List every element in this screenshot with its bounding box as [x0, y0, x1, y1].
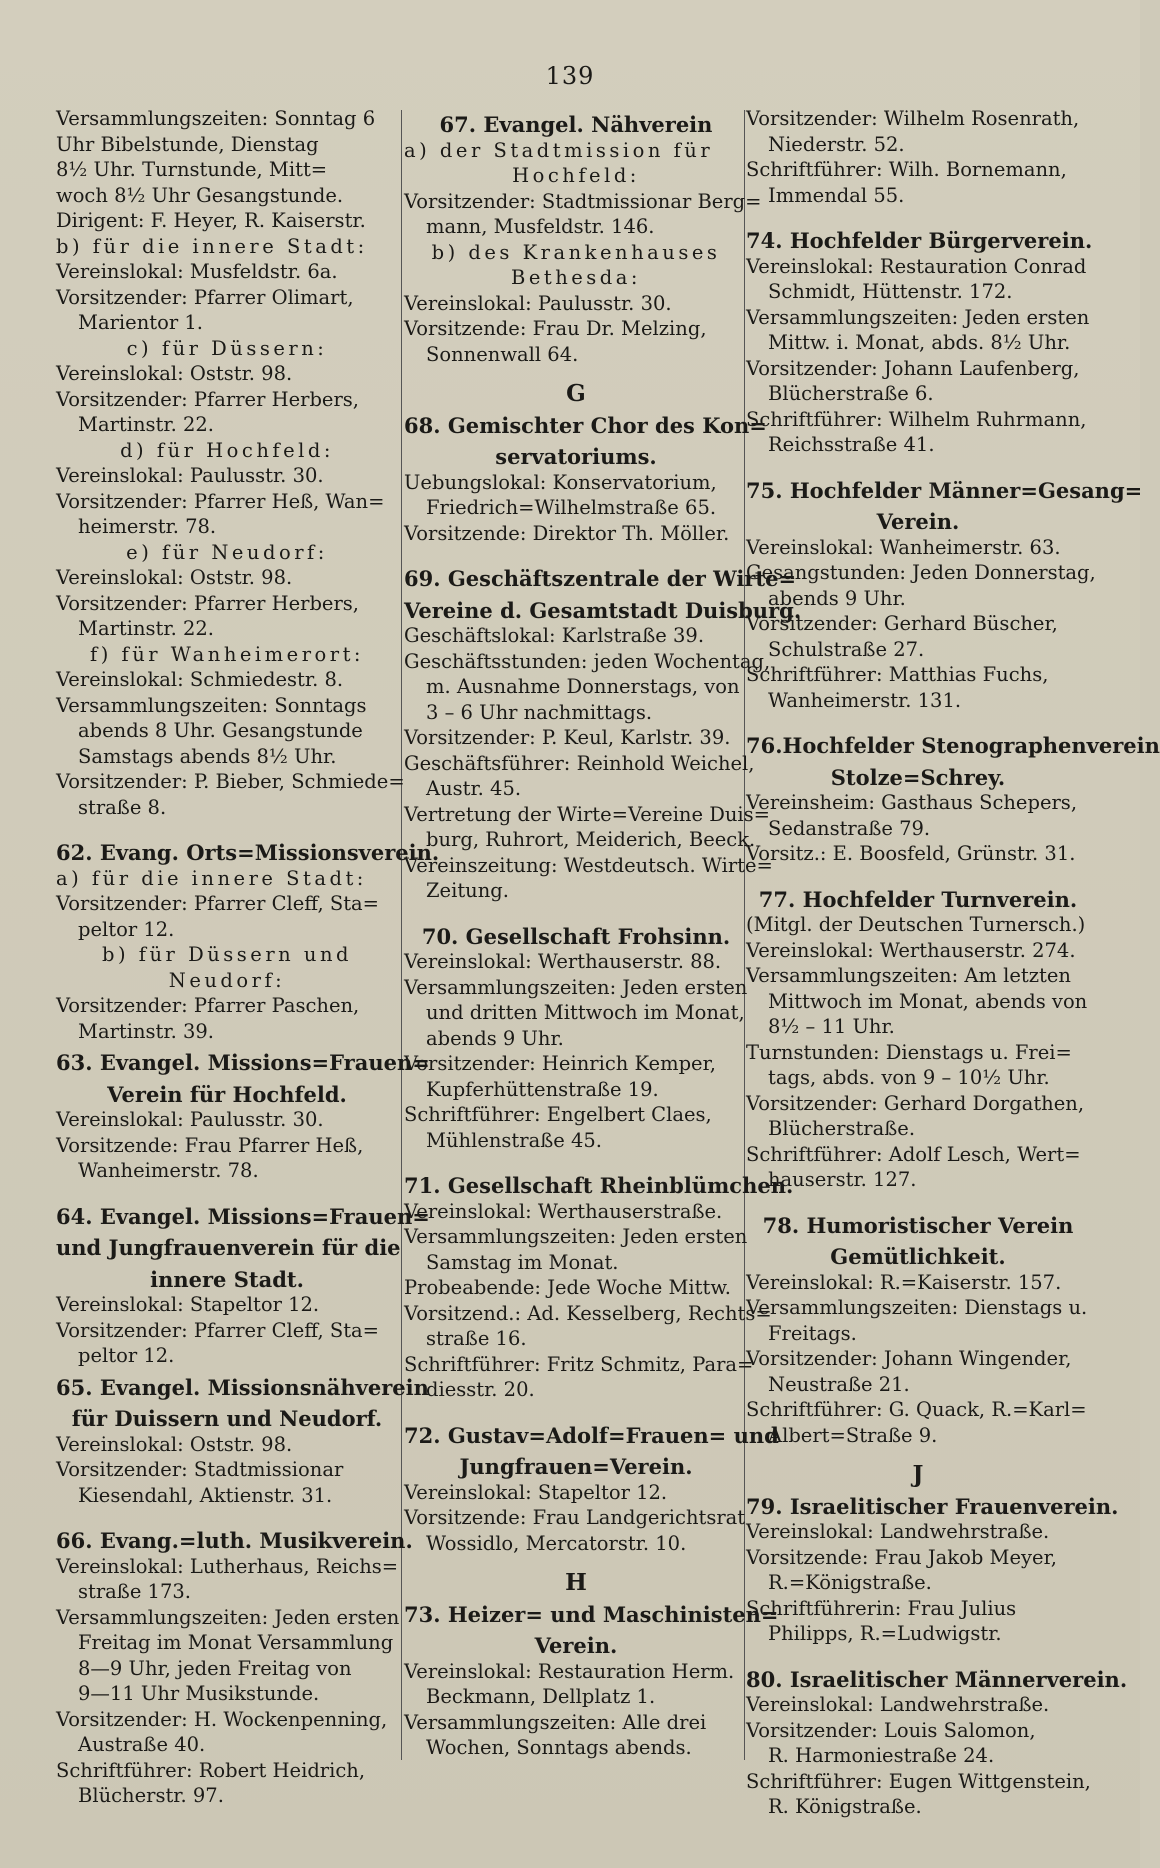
entry-heading: 70. Gesellschaft Frohsinn.: [421, 923, 731, 949]
entry-line: Schmidt, Hüttenstr. 172.: [768, 280, 1013, 303]
entry-line: Vereinslokal: Paulusstr. 30.: [404, 291, 672, 315]
entry-line: Neudorf:: [168, 968, 286, 992]
entry-line: f) für Wanheimerort:: [89, 642, 364, 666]
entry-heading: H: [565, 1569, 587, 1596]
spacer: [56, 1184, 398, 1198]
entry-line: Vereinslokal: Landwehrstraße.: [746, 1520, 1050, 1543]
entry-line: Vereinslokal: Stapeltor 12.: [56, 1293, 320, 1316]
entry-heading: 63. Evangel. Missions=Frauen=: [56, 1050, 430, 1075]
entry-line: Vorsitzender: P. Bieber, Schmiede=: [56, 770, 405, 793]
entry-line: Versammlungszeiten: Dienstags u.: [746, 1296, 1088, 1319]
entry-line: a) für die innere Stadt:: [56, 866, 367, 890]
entry-line: R. Königstraße.: [768, 1795, 922, 1818]
entry-heading: 66. Evang.=luth. Musikverein.: [56, 1528, 413, 1553]
entry-line: Mittw. i. Monat, abds. 8½ Uhr.: [768, 331, 1071, 354]
entry-line: Schriftführer: Matthias Fuchs,: [746, 663, 1049, 686]
entry-line: Geschäftsführer: Reinhold Weichel,: [404, 751, 755, 775]
entry-line: Vereinslokal: Oststr. 98.: [56, 1432, 293, 1456]
entry-line: Vorsitzender: Pfarrer Herbers,: [56, 591, 360, 615]
entry-line: Kiesendahl, Aktienstr. 31.: [78, 1483, 333, 1507]
spacer: [404, 546, 748, 560]
entry-line: Dirigent: F. Heyer, R. Kaiserstr.: [56, 209, 366, 232]
spacer: [404, 1556, 748, 1570]
entry-line: Schriftführer: G. Quack, R.=Karl=: [746, 1398, 1087, 1421]
entry-heading: innere Stadt.: [150, 1266, 304, 1292]
entry-line: 8—9 Uhr, jeden Freitag von: [78, 1656, 352, 1680]
entry-line: Bethesda:: [511, 266, 641, 289]
entry-heading: 64. Evangel. Missions=Frauen=: [56, 1203, 430, 1229]
entry-line: Marientor 1.: [78, 311, 203, 334]
entry-line: Vereinslokal: Stapeltor 12.: [404, 1480, 668, 1504]
entry-line: Vereinslokal: Werthauserstraße.: [404, 1199, 723, 1223]
entry-line: 8½ Uhr. Turnstunde, Mitt=: [56, 158, 328, 181]
entry-line: Wochen, Sonntags abends.: [426, 1736, 692, 1759]
entry-line: Vereinslokal: Restauration Conrad: [746, 254, 1087, 278]
entry-heading: 71. Gesellschaft Rheinblümchen.: [404, 1173, 794, 1198]
entry-line: Hochfeld:: [512, 164, 640, 187]
entry-line: R. Harmoniestraße 24.: [768, 1744, 995, 1767]
entry-line: Blücherstraße 6.: [768, 382, 934, 405]
entry-line: straße 8.: [78, 795, 167, 819]
entry-line: Wanheimerstr. 78.: [78, 1159, 259, 1182]
entry-line: Wossidlo, Mercatorstr. 10.: [426, 1531, 687, 1555]
entry-line: 3 – 6 Uhr nachmittags.: [426, 700, 653, 724]
entry-line: Schriftführer: Wilhelm Ruhrmann,: [746, 407, 1087, 431]
spacer: [404, 904, 748, 918]
entry-heading: und Jungfrauenverein für die: [56, 1235, 401, 1260]
entry-line: Geschäftsstunden: jeden Wochentag,: [404, 649, 771, 673]
entry-line: Mühlenstraße 45.: [426, 1128, 602, 1152]
entry-line: Versammlungszeiten: Sonntags: [56, 693, 367, 717]
entry-line: Vorsitzende: Frau Landgerichtsrat: [404, 1506, 746, 1529]
entry-line: Schriftführer: Eugen Wittgenstein,: [746, 1769, 1091, 1793]
entry-line: Versammlungszeiten: Jeden ersten: [404, 1225, 748, 1248]
entry-line: Albert=Straße 9.: [768, 1423, 938, 1447]
entry-line: woch 8½ Uhr Gesangstunde.: [56, 183, 344, 207]
page-number: 139: [545, 62, 595, 90]
entry-heading: 80. Israelitischer Männerverein.: [746, 1666, 1128, 1692]
entry-line: Reichsstraße 41.: [768, 433, 935, 456]
entry-heading: 78. Humoristischer Verein: [762, 1212, 1074, 1238]
spacer: [746, 867, 1090, 881]
entry-line: c) für Düssern:: [126, 336, 328, 360]
entry-line: Schriftführerin: Frau Julius: [746, 1596, 1017, 1620]
entry-line: Vereinslokal: Musfeldstr. 6a.: [56, 260, 338, 283]
entry-line: Martinstr. 39.: [78, 1019, 214, 1043]
column-middle: [404, 106, 802, 1761]
entry-line: Schulstraße 27.: [768, 637, 925, 661]
entry-line: R.=Königstraße.: [768, 1571, 932, 1594]
entry-line: Vorsitzender: Pfarrer Cleff, Sta=: [56, 892, 379, 915]
entry-line: Vorsitzender: Gerhard Dorgathen,: [746, 1091, 1085, 1115]
entry-line: peltor 12.: [78, 1344, 175, 1367]
entry-line: Schriftführer: Fritz Schmitz, Para=: [404, 1352, 754, 1376]
entry-heading: 65. Evangel. Missionsnähverein: [56, 1374, 429, 1400]
entry-line: Vorsitzende: Frau Pfarrer Heß,: [56, 1133, 364, 1157]
entry-line: Versammlungszeiten: Jeden ersten: [56, 1605, 400, 1629]
entry-line: Blücherstr. 97.: [78, 1784, 224, 1807]
entry-line: b) des Krankenhauses: [431, 240, 721, 264]
entry-line: Vorsitz.: E. Boosfeld, Grünstr. 31.: [746, 842, 1076, 865]
entry-line: Versammlungszeiten: Sonntag 6: [56, 107, 376, 130]
entry-line: Uhr Bibelstunde, Dienstag: [56, 132, 319, 156]
entry-line: Vereinslokal: Lutherhaus, Reichs=: [56, 1554, 399, 1578]
entry-line: heimerstr. 78.: [78, 515, 217, 538]
entry-line: Immendal 55.: [768, 183, 905, 207]
entry-heading: servatoriums.: [495, 444, 657, 469]
entry-line: Vereinslokal: Restauration Herm.: [404, 1659, 735, 1683]
entry-line: Schriftführer: Engelbert Claes,: [404, 1103, 712, 1126]
entry-line: Wanheimerstr. 131.: [768, 688, 962, 712]
entry-line: Vertretung der Wirte=Vereine Duis=: [404, 802, 771, 826]
entry-line: Vorsitzender: Gerhard Büscher,: [746, 612, 1058, 635]
entry-line: Mittwoch im Monat, abends von: [768, 989, 1088, 1013]
spacer: [404, 1403, 748, 1417]
entry-line: Freitag im Monat Versammlung: [78, 1631, 394, 1654]
entry-heading: 76.Hochfelder Stenographenverein: [746, 733, 1160, 758]
entry-line: Vereinslokal: Landwehrstraße.: [746, 1693, 1050, 1716]
entry-heading: 62. Evang. Orts=Missionsverein.: [56, 840, 440, 865]
entry-line: abends 9 Uhr.: [768, 586, 906, 610]
entry-line: Vorsitzender: Pfarrer Cleff, Sta=: [56, 1318, 379, 1342]
entry-line: Geschäftslokal: Karlstraße 39.: [404, 624, 705, 647]
entry-heading: 68. Gemischter Chor des Kon=: [404, 412, 767, 438]
entry-line: Samstags abends 8½ Uhr.: [78, 744, 337, 768]
entry-line: Beckmann, Dellplatz 1.: [426, 1685, 656, 1708]
entry-line: Vorsitzender: Pfarrer Paschen,: [56, 994, 360, 1017]
entry-line: Uebungslokal: Konservatorium,: [404, 470, 717, 494]
entry-line: Vorsitzender: Stadtmissionar: [56, 1458, 344, 1481]
entry-line: Schriftführer: Adolf Lesch, Wert=: [746, 1142, 1081, 1166]
entry-line: Vorsitzender: Pfarrer Heß, Wan=: [56, 489, 385, 513]
spacer: [746, 208, 1090, 222]
entry-heading: 77. Hochfelder Turnverein.: [758, 886, 1078, 912]
column-rule: [401, 110, 402, 1760]
entry-heading: Verein.: [534, 1633, 618, 1658]
entry-line: abends 8 Uhr. Gesangstunde: [78, 719, 363, 742]
column-left: [56, 106, 440, 1809]
entry-line: Sedanstraße 79.: [768, 816, 931, 840]
entry-heading: 73. Heizer= und Maschinisten=: [404, 1601, 779, 1627]
entry-line: Versammlungszeiten: Jeden ersten: [746, 305, 1090, 329]
entry-line: Niederstr. 52.: [768, 132, 905, 156]
entry-line: (Mitgl. der Deutschen Turnersch.): [746, 913, 1086, 936]
entry-line: Vorsitzende: Direktor Th. Möller.: [404, 521, 730, 545]
entry-line: tags, abds. von 9 – 10½ Uhr.: [768, 1066, 1050, 1089]
entry-line: Vereinslokal: Schmiedestr. 8.: [56, 668, 344, 691]
entry-line: 9—11 Uhr Musikstunde.: [78, 1682, 320, 1705]
entry-line: Vorsitzende: Frau Dr. Melzing,: [404, 317, 707, 340]
entry-line: Schriftführer: Robert Heidrich,: [56, 1758, 366, 1782]
spacer: [746, 1448, 1090, 1462]
entry-line: b) für Düssern und: [101, 943, 352, 966]
entry-heading: Verein für Hochfeld.: [107, 1081, 347, 1107]
entry-line: Vorsitzender: Pfarrer Olimart,: [56, 285, 354, 309]
entry-line: Martinstr. 22.: [78, 413, 214, 436]
entry-line: Martinstr. 22.: [78, 617, 214, 640]
entry-line: Vereinslokal: Paulusstr. 30.: [56, 464, 324, 487]
entry-heading: für Duissern und Neudorf.: [71, 1406, 383, 1431]
entry-line: Versammlungszeiten: Am letzten: [746, 964, 1071, 987]
entry-heading: 69. Geschäftszentrale der Wirte=: [404, 566, 797, 591]
entry-line: Austr. 45.: [426, 777, 522, 800]
entry-heading: 67. Evangel. Nähverein: [439, 112, 713, 137]
spacer: [56, 820, 398, 834]
entry-line: e) für Neudorf:: [126, 540, 328, 564]
entry-line: Turnstunden: Dienstags u. Frei=: [746, 1040, 1072, 1064]
column-right: [746, 106, 1160, 1820]
entry-line: Vorsitzender: Johann Wingender,: [746, 1347, 1072, 1370]
entry-heading: Gemütlichkeit.: [830, 1244, 1006, 1269]
entry-line: peltor 12.: [78, 917, 175, 941]
entry-line: Vereinslokal: R.=Kaiserstr. 157.: [746, 1270, 1062, 1294]
entry-heading: Vereine d. Gesamtstadt Duisburg.: [404, 597, 802, 623]
entry-line: Kupferhüttenstraße 19.: [426, 1077, 659, 1101]
entry-line: d) für Hochfeld:: [120, 438, 334, 462]
entry-line: Vereinszeitung: Westdeutsch. Wirte=: [404, 853, 773, 877]
spacer: [746, 458, 1090, 472]
entry-line: Vereinslokal: Paulusstr. 30.: [56, 1108, 324, 1131]
spacer: [404, 367, 748, 381]
entry-line: Vorsitzender: Wilhelm Rosenrath,: [746, 107, 1080, 130]
entry-line: b) für die innere Stadt:: [56, 234, 368, 258]
entry-line: straße 16.: [426, 1327, 527, 1350]
entry-line: Schriftführer: Wilh. Bornemann,: [746, 158, 1067, 181]
entry-line: a) der Stadtmission für: [404, 138, 714, 162]
entry-line: Vorsitzende: Frau Jakob Meyer,: [746, 1545, 1057, 1569]
spacer: [746, 1193, 1090, 1207]
entry-heading: 72. Gustav=Adolf=Frauen= und: [404, 1422, 779, 1448]
entry-line: straße 173.: [78, 1580, 191, 1603]
entry-heading: Stolze=Schrey.: [830, 764, 1006, 790]
entry-heading: 79. Israelitischer Frauenverein.: [746, 1493, 1119, 1519]
entry-line: Vorsitzend.: Ad. Kesselberg, Rechts=: [404, 1301, 772, 1325]
entry-line: abends 9 Uhr.: [426, 1026, 564, 1050]
entry-line: Vereinsheim: Gasthaus Schepers,: [746, 791, 1078, 814]
entry-line: Vorsitzender: Stadtmissionar Berg=: [404, 189, 762, 213]
entry-line: 8½ – 11 Uhr.: [768, 1015, 895, 1038]
entry-heading: 75. Hochfelder Männer=Gesang=: [746, 477, 1143, 503]
entry-line: Gesangstunden: Jeden Donnerstag,: [746, 561, 1096, 584]
entry-line: burg, Ruhrort, Meiderich, Beeck.: [426, 828, 756, 851]
entry-line: Vorsitzender: P. Keul, Karlstr. 39.: [404, 726, 731, 749]
spacer: [56, 1508, 398, 1522]
entry-heading: G: [566, 380, 586, 407]
entry-line: Vorsitzender: H. Wockenpenning,: [56, 1707, 388, 1731]
entry-line: Vorsitzender: Louis Salomon,: [746, 1718, 1036, 1742]
entry-line: Vereinslokal: Oststr. 98.: [56, 362, 293, 385]
entry-line: Vereinslokal: Werthauserstr. 88.: [404, 950, 722, 973]
entry-heading: Jungfrauen=Verein.: [459, 1454, 693, 1479]
entry-line: Austraße 40.: [78, 1733, 206, 1756]
entry-line: Friedrich=Wilhelmstraße 65.: [426, 496, 717, 519]
spacer: [404, 1153, 748, 1167]
entry-line: Vereinslokal: Wanheimerstr. 63.: [746, 535, 1061, 559]
entry-line: Zeitung.: [426, 879, 509, 902]
entry-line: Versammlungszeiten: Jeden ersten: [404, 975, 748, 999]
entry-line: Vereinslokal: Oststr. 98.: [56, 566, 293, 589]
entry-line: hauserstr. 127.: [768, 1168, 917, 1191]
entry-line: Vorsitzender: Pfarrer Herbers,: [56, 387, 360, 411]
entry-line: Probeabende: Jede Woche Mittw.: [404, 1276, 731, 1299]
entry-line: Samstag im Monat.: [426, 1250, 619, 1274]
entry-line: Freitags.: [768, 1321, 857, 1345]
entry-line: Vorsitzender: Heinrich Kemper,: [404, 1052, 716, 1075]
entry-heading: Verein.: [876, 509, 960, 534]
spacer: [746, 1647, 1090, 1661]
entry-heading: 74. Hochfelder Bürgerverein.: [746, 228, 1093, 253]
entry-line: Blücherstraße.: [768, 1117, 916, 1140]
entry-line: m. Ausnahme Donnerstags, von: [426, 675, 740, 698]
entry-line: Vereinslokal: Werthauserstr. 274.: [746, 938, 1076, 962]
entry-line: Sonnenwall 64.: [426, 342, 579, 366]
entry-line: Versammlungszeiten: Alle drei: [404, 1710, 707, 1734]
spacer: [746, 713, 1090, 727]
entry-heading: J: [912, 1461, 924, 1488]
entry-line: und dritten Mittwoch im Monat,: [426, 1001, 745, 1024]
entry-line: Neustraße 21.: [768, 1372, 910, 1396]
entry-line: mann, Musfeldstr. 146.: [426, 215, 655, 238]
entry-line: Vorsitzender: Johann Laufenberg,: [746, 356, 1080, 380]
entry-line: diesstr. 20.: [426, 1378, 535, 1401]
entry-line: Philipps, R.=Ludwigstr.: [768, 1622, 1002, 1645]
